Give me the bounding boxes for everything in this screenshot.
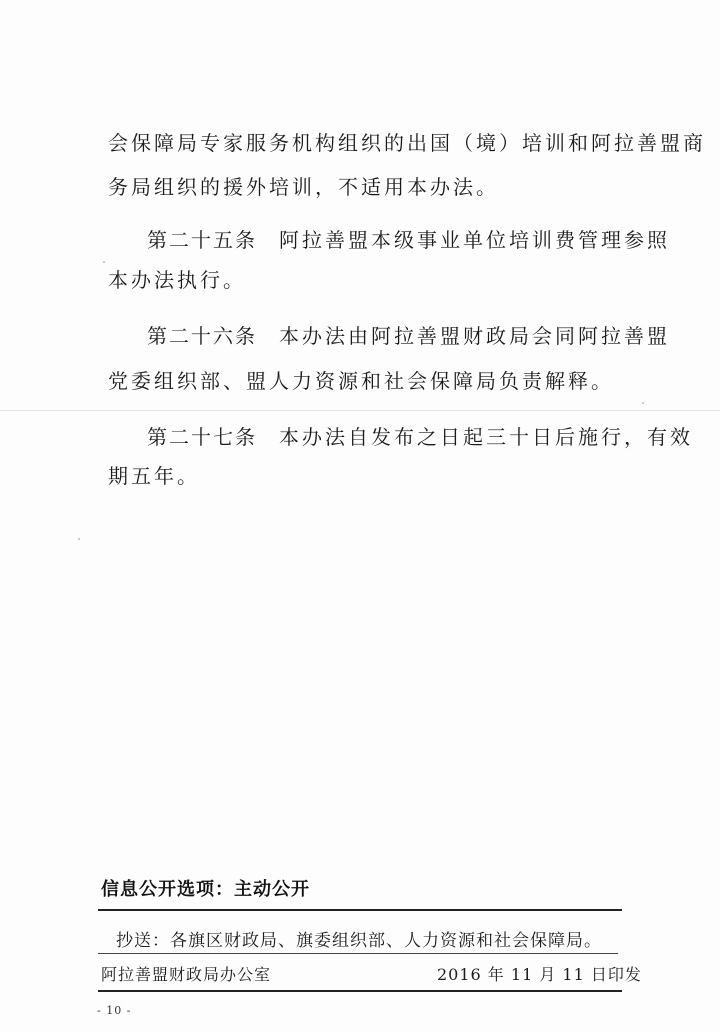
scan-speck — [78, 538, 80, 540]
article-27-line-1 — [147, 425, 693, 449]
article-25-line-2: 本办法执行。 — [108, 268, 246, 292]
article-27-line-2: 期五年。 — [108, 464, 200, 488]
article-27-text: 本办法自发布之日起三十日后施行，有效 — [279, 425, 693, 449]
page-number: - 10 - — [97, 1004, 132, 1017]
article-25-line-1 — [147, 228, 670, 252]
article-25-text: 阿拉善盟本级事业单位培训费管理参照 — [279, 228, 670, 252]
article-25-heading: 第二十五条 — [147, 228, 257, 252]
cc-recipients: 抄送：各旗区财政局、旗委组织部、人力资源和社会保障局。 — [116, 931, 602, 951]
article-26-line-2: 党委组织部、盟人力资源和社会保障局负责解释。 — [108, 369, 614, 393]
body-line-2: 务局组织的援外培训，不适用本办法。 — [108, 175, 499, 199]
footer-bottom-rule — [98, 990, 622, 992]
body-line-1: 会保障局专家服务机构组织的出国（境）培训和阿拉善盟商 — [108, 131, 706, 155]
disclosure-option: 信息公开选项：主动公开 — [101, 879, 310, 900]
article-26-line-1 — [147, 324, 670, 348]
scan-speck — [103, 261, 105, 263]
article-26-heading: 第二十六条 — [147, 324, 257, 348]
scan-artifact-line — [0, 410, 720, 411]
footer-top-rule — [98, 909, 622, 911]
issuing-office: 阿拉善盟财政局办公室 — [101, 965, 272, 984]
article-26-text: 本办法由阿拉善盟财政局会同阿拉善盟 — [279, 324, 670, 348]
article-27-heading: 第二十七条 — [147, 425, 257, 449]
footer-middle-rule — [98, 953, 618, 954]
scan-speck — [642, 402, 644, 404]
print-date: 2016 年 11 月 11 日印发 — [437, 965, 642, 984]
